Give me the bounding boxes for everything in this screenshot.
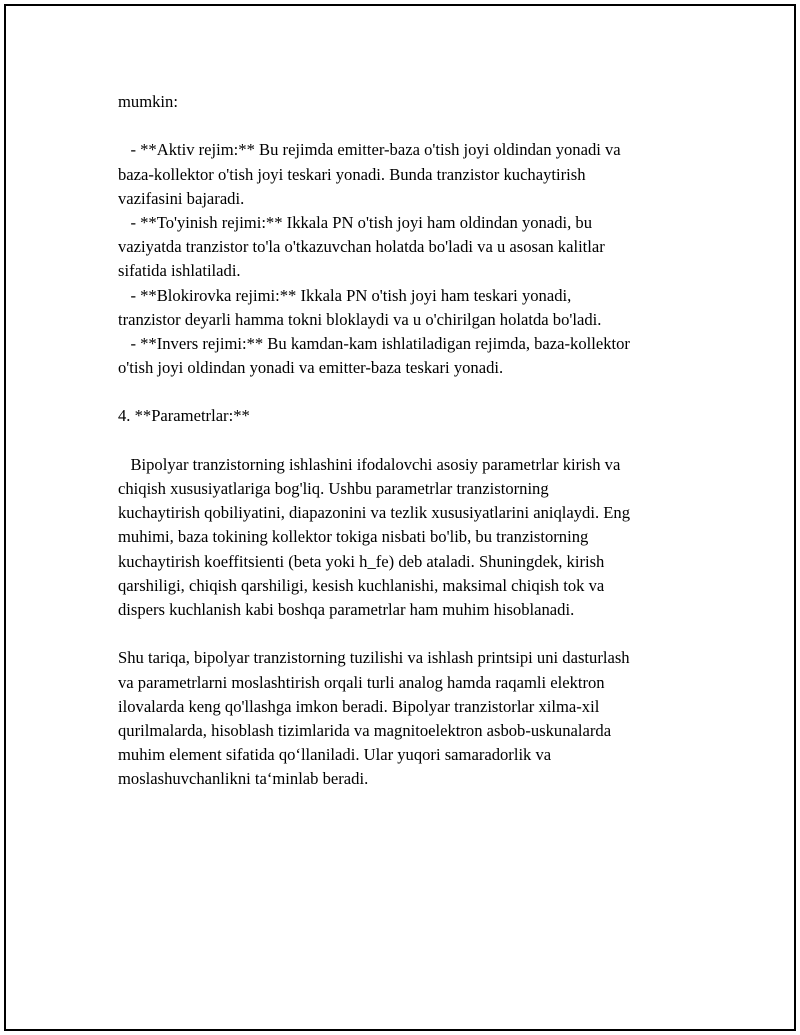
text-line: mumkin: [118, 92, 178, 111]
text-line: kuchaytirish qobiliyatini, diapazonini va tezlik xususiyatlarini aniqlaydi. Eng [118, 503, 630, 523]
text-line: sifatida ishlatiladi. [118, 261, 241, 281]
text-line: qarshiligi, chiqish qarshiligi, kesish kuchlanishi, maksimal chiqish tok va [118, 575, 605, 595]
text-line: vazifasini bajaradi. [118, 188, 245, 208]
text-line: qurilmalarda, hisoblash tizimlarida va magnitoelektron asbob-uskunalarda [118, 720, 612, 740]
text-line: - **To'yinish rejimi:** Ikkala PN o'tish joyi ham oldindan yonadi, bu [118, 212, 593, 232]
blank-line [118, 429, 698, 453]
text-line: tranzistor deyarli hamma tokni bloklaydi va u o'chirilgan holatda bo'ladi. [118, 309, 602, 329]
text-line: - **Aktiv rejim:** Bu rejimda emitter-baza o'tish joyi oldindan yonadi va [118, 140, 621, 160]
text-line: va parametrlarni moslashtirish orqali turli analog hamda raqamli elektron [118, 672, 605, 692]
text-line: kuchaytirish koeffitsienti (beta yoki h_fe) deb ataladi. Shuningdek, kirish [118, 551, 605, 571]
text-line: o'tish joyi oldindan yonadi va emitter-baza teskari yonadi. [118, 358, 504, 378]
text-line: baza-kollektor o'tish joyi teskari yonadi. Bunda tranzistor kuchaytirish [118, 164, 586, 184]
blank-line [118, 114, 698, 138]
text-line: - **Invers rejimi:** Bu kamdan-kam ishlatiladigan rejimda, baza-kollektor [118, 333, 630, 353]
text-line: moslashuvchanlikni ta‘minlab beradi. [118, 769, 369, 789]
text-line: Shu tariqa, bipolyar tranzistorning tuzilishi va ishlash printsipi uni dasturlash [118, 648, 630, 668]
text-line: muhimi, baza tokining kollektor tokiga nisbati bo'lib, bu tranzistorning [118, 527, 589, 547]
text-line: dispers kuchlanish kabi boshqa parametrlar ham muhim hisoblanadi. [118, 599, 575, 619]
blank-line [118, 622, 698, 646]
blank-line [118, 380, 698, 404]
text-line: Bipolyar tranzistorning ishlashini ifodalovchi asosiy parametrlar kirish va [118, 454, 621, 474]
text-line: vaziyatda tranzistor to'la o'tkazuvchan holatda bo'ladi va u asosan kalitlar [118, 237, 605, 257]
document-body [118, 90, 698, 791]
text-line: muhim element sifatida qo‘llaniladi. Ular yuqori samaradorlik va [118, 745, 552, 765]
text-line: chiqish xususiyatlariga bog'liq. Ushbu parametrlar tranzistorning [118, 479, 549, 498]
text-line: ilovalarda keng qo'llashga imkon beradi. Bipolyar tranzistorlar xilma-xil [118, 696, 600, 716]
text-line: - **Blokirovka rejimi:** Ikkala PN o'tish joyi ham teskari yonadi, [118, 285, 572, 305]
section-heading: 4. **Parametrlar:** [118, 406, 250, 426]
